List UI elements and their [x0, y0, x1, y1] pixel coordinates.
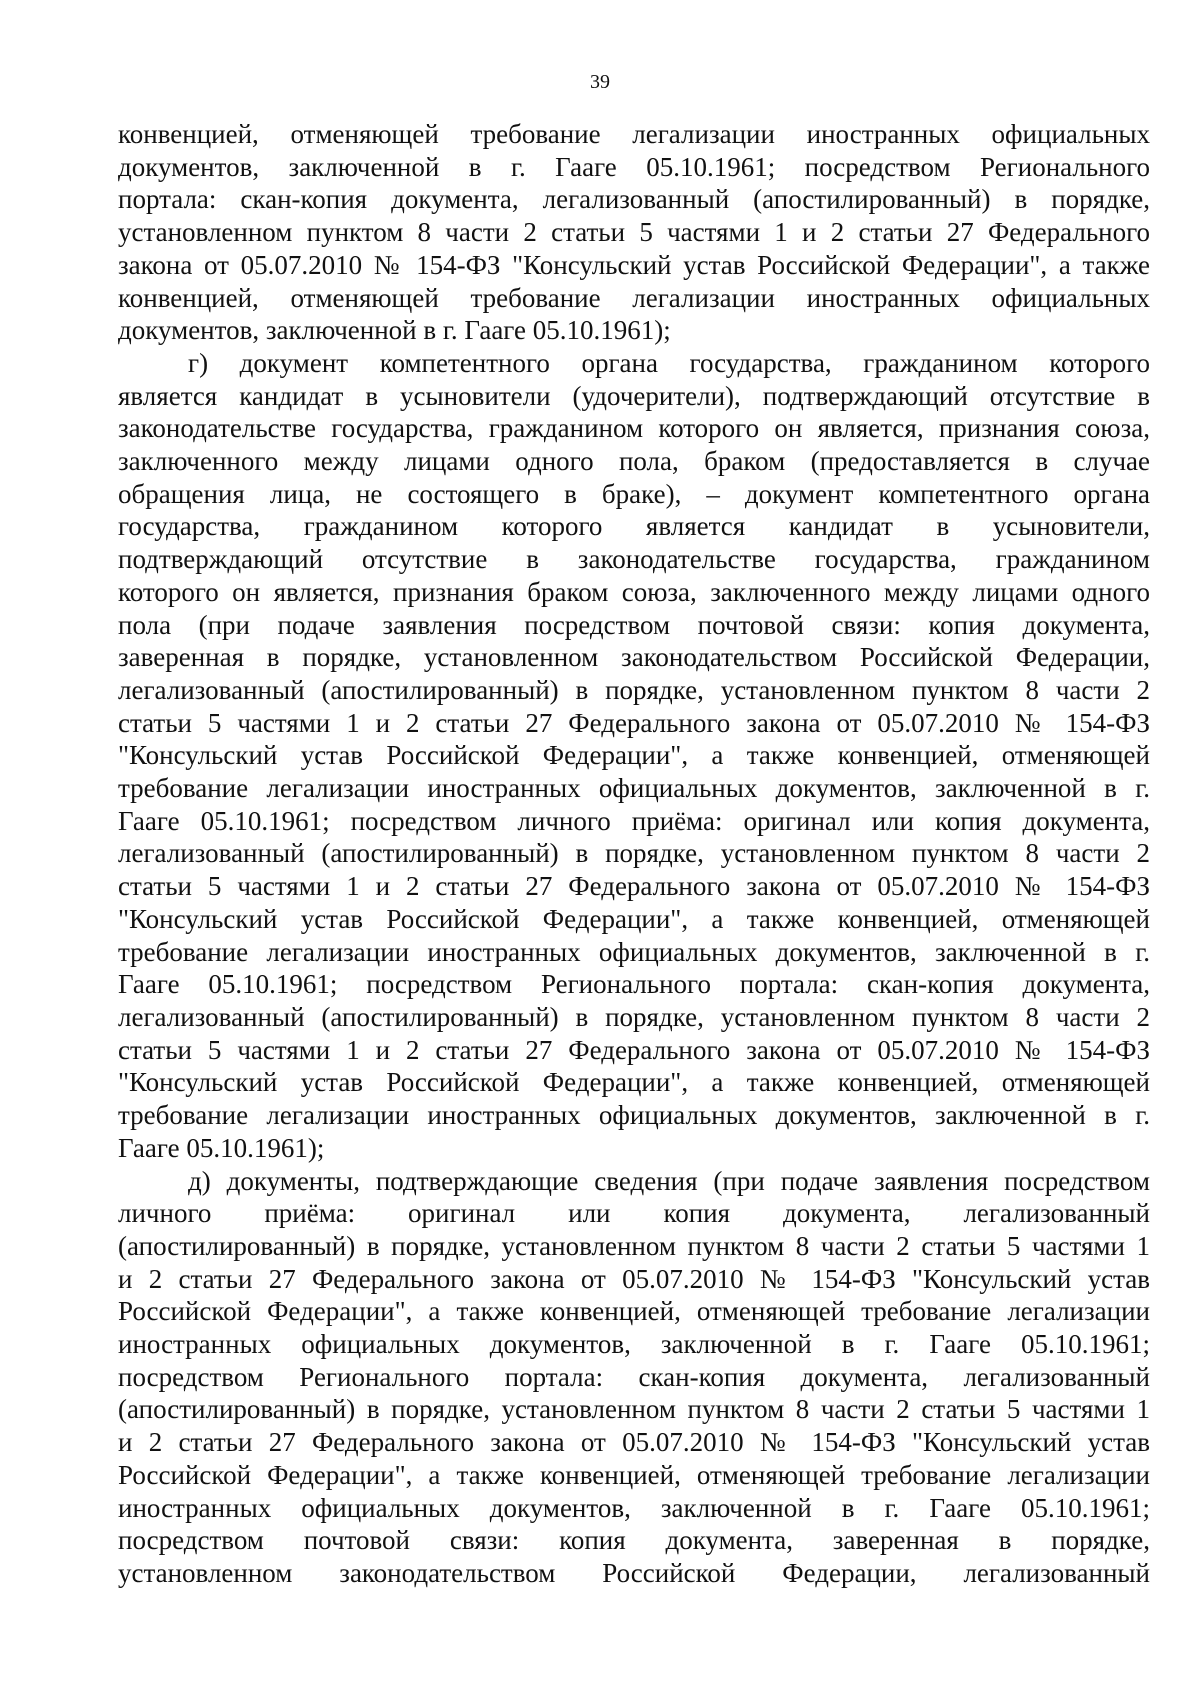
page-number: 39 — [590, 71, 610, 93]
text-line: заверенная в порядке, установленном законодательством Российской Федерации, — [118, 642, 1150, 673]
text-line: заключенного между лицами одного пола, браком (предоставляется в случае — [118, 446, 1150, 477]
text-line: (апостилированный) в порядке, установленном пунктом 8 части 2 статьи 5 частями 1 — [118, 1394, 1150, 1425]
text-line: конвенцией, отменяющей требование легализации иностранных официальных — [118, 119, 1150, 149]
text-line: которого он является, признания браком союза, заключенного между лицами одного — [118, 576, 1150, 607]
text-line: статьи 5 частями 1 и 2 статьи 27 Федерального закона от 05.07.2010 № 154-ФЗ — [118, 871, 1150, 902]
text-line: подтверждающий отсутствие в законодательстве государства, гражданином — [118, 544, 1150, 575]
paragraph-item-d — [118, 1165, 1150, 1590]
text-line: документов, заключенной в г. Гааге 05.10.1961); — [118, 315, 671, 346]
text-line: посредством почтовой связи: копия документа, заверенная в порядке, — [118, 1525, 1150, 1556]
text-line: Гааге 05.10.1961; посредством личного приёма: оригинал или копия документа, — [118, 805, 1150, 836]
text-line: Гааге 05.10.1961); — [118, 1132, 325, 1163]
text-line: статьи 5 частями 1 и 2 статьи 27 Федерального закона от 05.07.2010 № 154-ФЗ — [118, 707, 1150, 738]
text-line: требование легализации иностранных официальных документов, заключенной в г. — [118, 936, 1150, 967]
text-line: конвенцией, отменяющей требование легализации иностранных официальных — [118, 282, 1150, 313]
text-line: иностранных официальных документов, заключенной в г. Гааге 05.10.1961; — [118, 1329, 1150, 1360]
text-line: г) документ компетентного органа государства, гражданином которого — [188, 347, 1150, 378]
document-body — [118, 118, 1150, 1590]
paragraph-continuation — [118, 118, 1150, 347]
text-line: портала: скан-копия документа, легализованный (апостилированный) в порядке, — [118, 184, 1150, 215]
text-line: является кандидат в усыновители (удочерители), подтверждающий отсутствие в — [118, 380, 1150, 411]
text-line: легализованный (апостилированный) в порядке, установленном пунктом 8 части 2 — [118, 838, 1150, 869]
text-line: документов, заключенной в г. Гааге 05.10.1961; посредством Регионального — [118, 151, 1150, 182]
text-line: Гааге 05.10.1961; посредством Регионального портала: скан-копия документа, — [118, 969, 1150, 1000]
text-line: установленном пунктом 8 части 2 статьи 5 частями 1 и 2 статьи 27 Федерального — [118, 217, 1150, 248]
text-line: "Консульский устав Российской Федерации", а также конвенцией, отменяющей — [118, 903, 1150, 934]
text-line: иностранных официальных документов, заключенной в г. Гааге 05.10.1961; — [118, 1492, 1150, 1523]
text-line: и 2 статьи 27 Федерального закона от 05.07.2010 № 154-ФЗ "Консульский устав — [118, 1263, 1150, 1294]
text-line: д) документы, подтверждающие сведения (при подаче заявления посредством — [188, 1165, 1150, 1196]
text-line: личного приёма: оригинал или копия документа, легализованный — [118, 1198, 1150, 1229]
paragraph-item-g — [118, 347, 1150, 1165]
text-line: требование легализации иностранных официальных документов, заключенной в г. — [118, 1100, 1150, 1131]
text-line: пола (при подаче заявления посредством почтовой связи: копия документа, — [118, 609, 1150, 640]
text-line: легализованный (апостилированный) в порядке, установленном пунктом 8 части 2 — [118, 1001, 1150, 1032]
text-line: Российской Федерации", а также конвенцией, отменяющей требование легализации — [118, 1459, 1150, 1490]
text-line: легализованный (апостилированный) в порядке, установленном пунктом 8 части 2 — [118, 674, 1150, 705]
text-line: "Консульский устав Российской Федерации", а также конвенцией, отменяющей — [118, 1067, 1150, 1098]
text-line: (апостилированный) в порядке, установленном пунктом 8 части 2 статьи 5 частями 1 — [118, 1230, 1150, 1261]
text-line: требование легализации иностранных официальных документов, заключенной в г. — [118, 773, 1150, 804]
text-line: обращения лица, не состоящего в браке), – документ компетентного органа — [118, 478, 1150, 509]
text-line: "Консульский устав Российской Федерации", а также конвенцией, отменяющей — [118, 740, 1150, 771]
text-line: Российской Федерации", а также конвенцией, отменяющей требование легализации — [118, 1296, 1150, 1327]
text-line: статьи 5 частями 1 и 2 статьи 27 Федерального закона от 05.07.2010 № 154-ФЗ — [118, 1034, 1150, 1065]
text-line: и 2 статьи 27 Федерального закона от 05.07.2010 № 154-ФЗ "Консульский устав — [118, 1427, 1150, 1458]
text-line: установленном законодательством Российской Федерации, легализованный — [118, 1557, 1150, 1588]
text-line: законодательстве государства, гражданином которого он является, признания союза, — [118, 413, 1150, 444]
text-line: закона от 05.07.2010 № 154-ФЗ "Консульский устав Российской Федерации", а также — [118, 249, 1150, 280]
text-line: посредством Регионального портала: скан-копия документа, легализованный — [118, 1361, 1150, 1392]
text-line: государства, гражданином которого является кандидат в усыновители, — [118, 511, 1150, 542]
